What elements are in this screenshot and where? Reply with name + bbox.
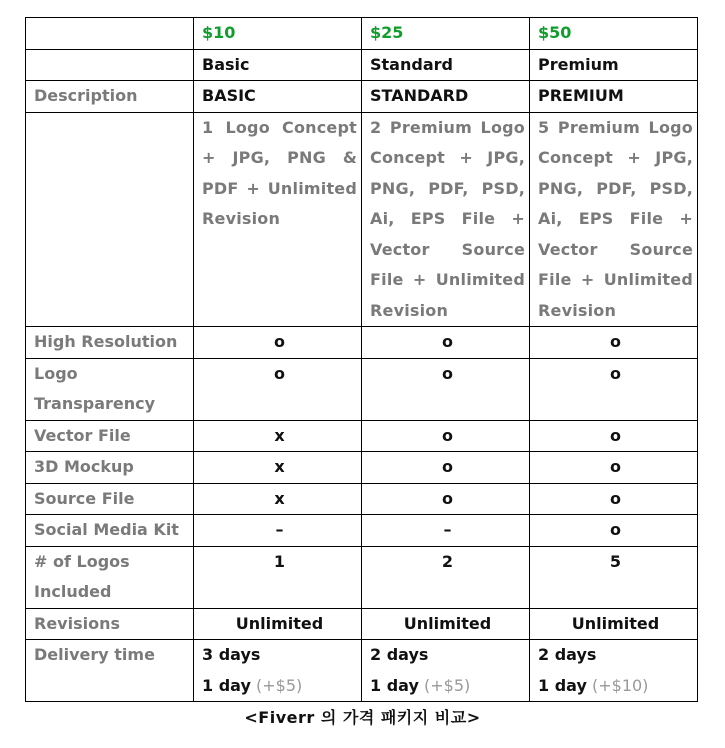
row-label-delivery-time: Delivery time xyxy=(26,640,194,702)
fast-delivery-fee-premium: (+$10) xyxy=(591,675,649,695)
delivery-premium xyxy=(530,640,698,702)
description-basic: 1 Logo Concept + JPG, PNG & PDF + Unlimited Revision xyxy=(194,112,362,327)
table-row-3d-mockup xyxy=(26,452,698,484)
package-title-standard: STANDARD xyxy=(362,81,530,113)
row-label-high-resolution: High Resolution xyxy=(26,327,194,359)
table-row-source-file xyxy=(26,483,698,515)
empty-cell xyxy=(26,49,194,81)
3d-mockup-standard: o xyxy=(362,452,530,484)
revisions-premium: Unlimited xyxy=(530,608,698,640)
table-row-delivery-time xyxy=(26,640,698,702)
price-comparison-table xyxy=(25,17,698,702)
row-label-social-media-kit: Social Media Kit xyxy=(26,515,194,547)
row-label-source-file: Source File xyxy=(26,483,194,515)
delivery-standard xyxy=(362,640,530,702)
logo-transparency-basic: o xyxy=(194,358,362,420)
table-row-revisions xyxy=(26,608,698,640)
fast-delivery-fee-standard: (+$5) xyxy=(423,675,471,695)
package-name-basic: Basic xyxy=(194,49,362,81)
social-media-kit-standard: – xyxy=(362,515,530,547)
table-row-vector-file xyxy=(26,420,698,452)
table-row-price xyxy=(26,18,698,50)
table-row-logos-included xyxy=(26,546,698,608)
fast-delivery-fee-basic: (+$5) xyxy=(255,675,303,695)
table-row-description-title xyxy=(26,81,698,113)
table-row-high-resolution xyxy=(26,327,698,359)
table-caption: <Fiverr 의 가격 패키지 비교> xyxy=(244,708,481,727)
high-resolution-basic: o xyxy=(194,327,362,359)
table-row-name xyxy=(26,49,698,81)
package-name-standard: Standard xyxy=(362,49,530,81)
vector-file-basic: x xyxy=(194,420,362,452)
price-premium: $50 xyxy=(530,18,698,50)
delivery-days-premium: 2 days xyxy=(538,645,597,664)
row-label-revisions: Revisions xyxy=(26,608,194,640)
row-label-3d-mockup: 3D Mockup xyxy=(26,452,194,484)
description-premium: 5 Premium Logo Concept + JPG, PNG, PDF, PSD, Ai, EPS File + Vector Source File + Unlimited Revision xyxy=(530,112,698,327)
table-row-logo-transparency xyxy=(26,358,698,420)
fast-delivery-premium: 1 day xyxy=(538,675,587,695)
source-file-standard: o xyxy=(362,483,530,515)
corner-cell xyxy=(26,18,194,50)
table-row-description-text xyxy=(26,112,698,327)
fast-delivery-standard: 1 day xyxy=(370,675,419,695)
logo-transparency-premium: o xyxy=(530,358,698,420)
logos-included-premium: 5 xyxy=(530,546,698,608)
3d-mockup-basic: x xyxy=(194,452,362,484)
logos-included-standard: 2 xyxy=(362,546,530,608)
vector-file-standard: o xyxy=(362,420,530,452)
logo-transparency-standard: o xyxy=(362,358,530,420)
logos-included-basic: 1 xyxy=(194,546,362,608)
description-standard: 2 Premium Logo Concept + JPG, PNG, PDF, PSD, Ai, EPS File + Vector Source File + Unlimited Revision xyxy=(362,112,530,327)
package-title-premium: PREMIUM xyxy=(530,81,698,113)
row-label-description: Description xyxy=(26,81,194,113)
social-media-kit-basic: – xyxy=(194,515,362,547)
delivery-days-standard: 2 days xyxy=(370,645,429,664)
package-title-basic: BASIC xyxy=(194,81,362,113)
delivery-days-basic: 3 days xyxy=(202,645,261,664)
source-file-basic: x xyxy=(194,483,362,515)
delivery-basic xyxy=(194,640,362,702)
price-basic: $10 xyxy=(194,18,362,50)
vector-file-premium: o xyxy=(530,420,698,452)
social-media-kit-premium: o xyxy=(530,515,698,547)
fast-delivery-basic: 1 day xyxy=(202,675,251,695)
high-resolution-standard: o xyxy=(362,327,530,359)
high-resolution-premium: o xyxy=(530,327,698,359)
table-row-social-media-kit xyxy=(26,515,698,547)
row-label-logos-included: # of Logos Included xyxy=(26,546,194,608)
3d-mockup-premium: o xyxy=(530,452,698,484)
revisions-basic: Unlimited xyxy=(194,608,362,640)
package-name-premium: Premium xyxy=(530,49,698,81)
row-label-vector-file: Vector File xyxy=(26,420,194,452)
revisions-standard: Unlimited xyxy=(362,608,530,640)
empty-cell xyxy=(26,112,194,327)
source-file-premium: o xyxy=(530,483,698,515)
row-label-logo-transparency: Logo Transparency xyxy=(26,358,194,420)
price-standard: $25 xyxy=(362,18,530,50)
